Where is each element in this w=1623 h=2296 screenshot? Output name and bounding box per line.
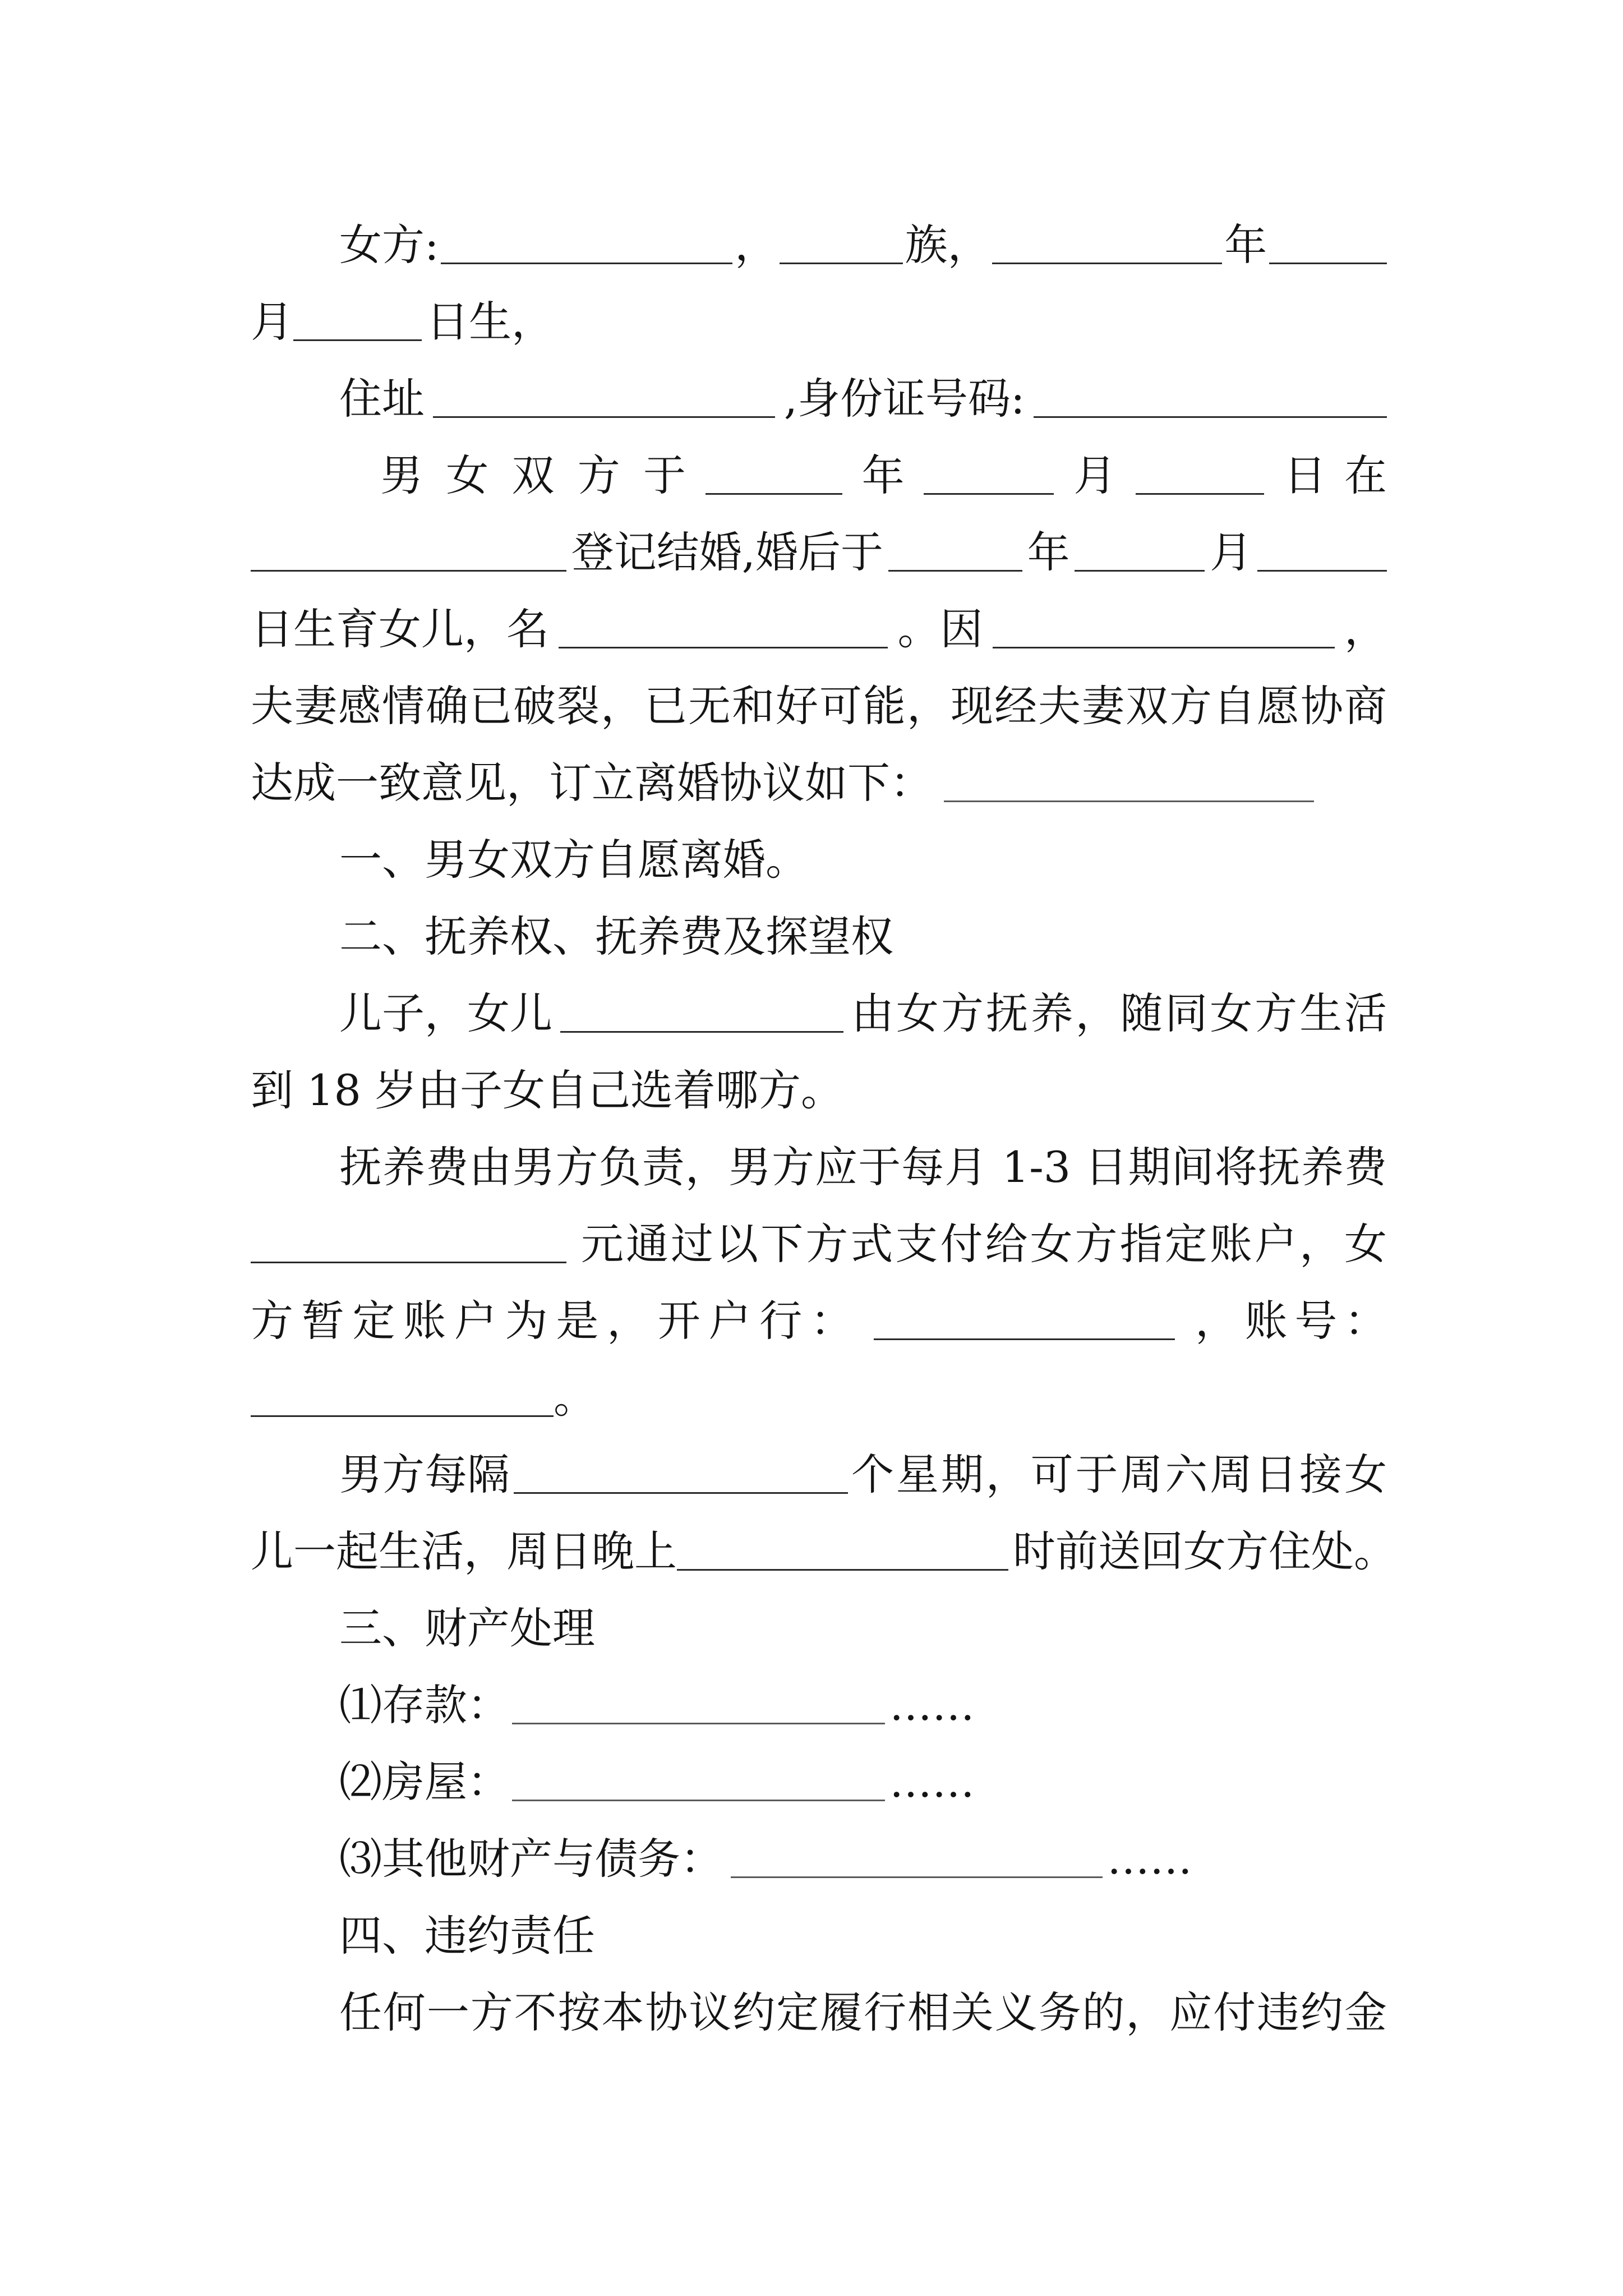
visit-line2-end: 时前送回女方住处。 <box>1013 1526 1396 1576</box>
clause-2-heading-text: 二、抚养权、抚养费及探望权 <box>339 912 893 961</box>
agreement-lead-line <box>251 758 1314 808</box>
other-property-line <box>339 1834 1192 1884</box>
blank-child-birth-day <box>1257 536 1387 572</box>
support-line-2 <box>251 1219 1387 1269</box>
deposit-label: ⑴存款： <box>339 1680 510 1730</box>
comma: ， <box>1344 604 1387 654</box>
blank-birth-day <box>293 306 422 341</box>
custody-age-text: 到 18 岁由子女自己选着哪方。 <box>251 1065 844 1115</box>
marriage-lead: 男女双方于 <box>380 450 686 500</box>
support-text-1: 抚养费由男方负责，男方应于每月 1-3 日期间将抚养费 <box>339 1142 1387 1192</box>
clause-3-heading-text: 三、财产处理 <box>339 1603 595 1653</box>
ellipsis: …… <box>889 1757 975 1807</box>
blank-other-property <box>731 1843 1103 1878</box>
comma: ， <box>735 220 778 270</box>
custody-rest: 由女方抚养，随同女方生活 <box>851 988 1387 1038</box>
blank-house <box>512 1766 885 1801</box>
account-number-line <box>251 1373 596 1423</box>
birth-lead: 日生育女儿，名 <box>251 604 549 654</box>
clause-1-text: 一、男女双方自愿离婚。 <box>339 835 808 885</box>
breakdown-text: 夫妻感情确已破裂，已无和好可能，现经夫妻双方自愿协商 <box>251 681 1387 731</box>
month-label: 月 <box>251 297 293 347</box>
clause-4-heading <box>339 1911 595 1961</box>
blank-agreement <box>944 767 1314 802</box>
ethnicity-suffix: 族， <box>905 220 990 270</box>
year-label: 年 <box>1027 527 1070 577</box>
support-text-2: 元通过以下方式支付给女方指定账户，女 <box>581 1219 1387 1269</box>
period: 。 <box>554 1373 596 1423</box>
blank-child-name <box>559 613 888 648</box>
birth-suffix: 日生， <box>426 297 554 347</box>
blank-account-number <box>251 1382 554 1417</box>
penalty-line <box>339 1987 1387 2037</box>
clause-2-heading <box>339 912 893 961</box>
reason-lead: 。因 <box>897 604 983 654</box>
ellipsis: …… <box>1107 1834 1192 1884</box>
blank-deposit <box>512 1689 885 1724</box>
account-number-label: ，账号： <box>1195 1296 1387 1346</box>
visit-line2-lead: 儿一起生活，周日晚上 <box>251 1526 677 1576</box>
blank-marriage-month <box>924 459 1054 495</box>
registered-text: 登记结婚,婚后于 <box>571 527 883 577</box>
child-name-line <box>251 604 1387 654</box>
month-label: 月 <box>1210 527 1253 577</box>
clause-1 <box>339 835 808 885</box>
blank-registration-place <box>251 536 566 572</box>
deposit-line <box>339 1680 975 1730</box>
ellipsis: …… <box>889 1680 975 1730</box>
marriage-date-line <box>380 450 1387 500</box>
address-label: 住址 <box>339 374 425 424</box>
blank-birth-year <box>992 229 1222 264</box>
custody-age-line <box>251 1065 844 1115</box>
address-line <box>339 374 1387 424</box>
blank-ethnicity <box>780 229 903 264</box>
blank-address <box>433 383 775 418</box>
blank-child-birth-year <box>888 536 1022 572</box>
visit-mid: 个星期，可于周六周日接女 <box>851 1450 1387 1499</box>
blank-reason <box>993 613 1335 648</box>
blank-daughter-name <box>560 997 843 1033</box>
year-label: 年 <box>1224 220 1267 270</box>
blank-birth-month <box>1269 229 1387 264</box>
female-party-label: 女方: <box>339 220 439 270</box>
support-line-1 <box>339 1142 1387 1192</box>
account-lead: 方暂定账户为是，开户行： <box>251 1296 853 1346</box>
clause-4-heading-text: 四、违约责任 <box>339 1911 595 1961</box>
other-property-label: ⑶其他财产与债务： <box>339 1834 723 1884</box>
blank-child-birth-month <box>1075 536 1205 572</box>
blank-bank <box>874 1305 1175 1340</box>
visit-lead: 男方每隔 <box>339 1450 510 1499</box>
penalty-text: 任何一方不按本协议约定履行相关义务的，应付违约金 <box>339 1987 1387 2037</box>
blank-visit-weeks <box>514 1458 848 1494</box>
custody-lead: 儿子，女儿 <box>339 988 552 1038</box>
account-line <box>251 1296 1387 1346</box>
custody-line <box>339 988 1387 1038</box>
clause-3-heading <box>339 1603 595 1653</box>
blank-id-number <box>1034 383 1387 418</box>
breakdown-line <box>251 681 1387 731</box>
blank-name <box>441 229 732 264</box>
female-party-line <box>339 220 1387 270</box>
female-birth-line <box>251 297 554 347</box>
visitation-line-2 <box>251 1526 1396 1576</box>
blank-support-amount <box>251 1228 566 1263</box>
agreement-lead: 达成一致意见，订立离婚协议如下： <box>251 758 933 808</box>
blank-return-time <box>677 1535 1008 1571</box>
registration-line <box>251 527 1387 577</box>
blank-marriage-day <box>1136 459 1264 495</box>
house-line <box>339 1757 975 1807</box>
month-label: 月 <box>1073 450 1117 500</box>
day-at-label: 日在 <box>1283 450 1387 500</box>
visitation-line-1 <box>339 1450 1387 1499</box>
id-number-label: ,身份证号码: <box>783 374 1025 424</box>
year-label: 年 <box>861 450 905 500</box>
blank-marriage-year <box>706 459 842 495</box>
house-label: ⑵房屋： <box>339 1757 510 1807</box>
